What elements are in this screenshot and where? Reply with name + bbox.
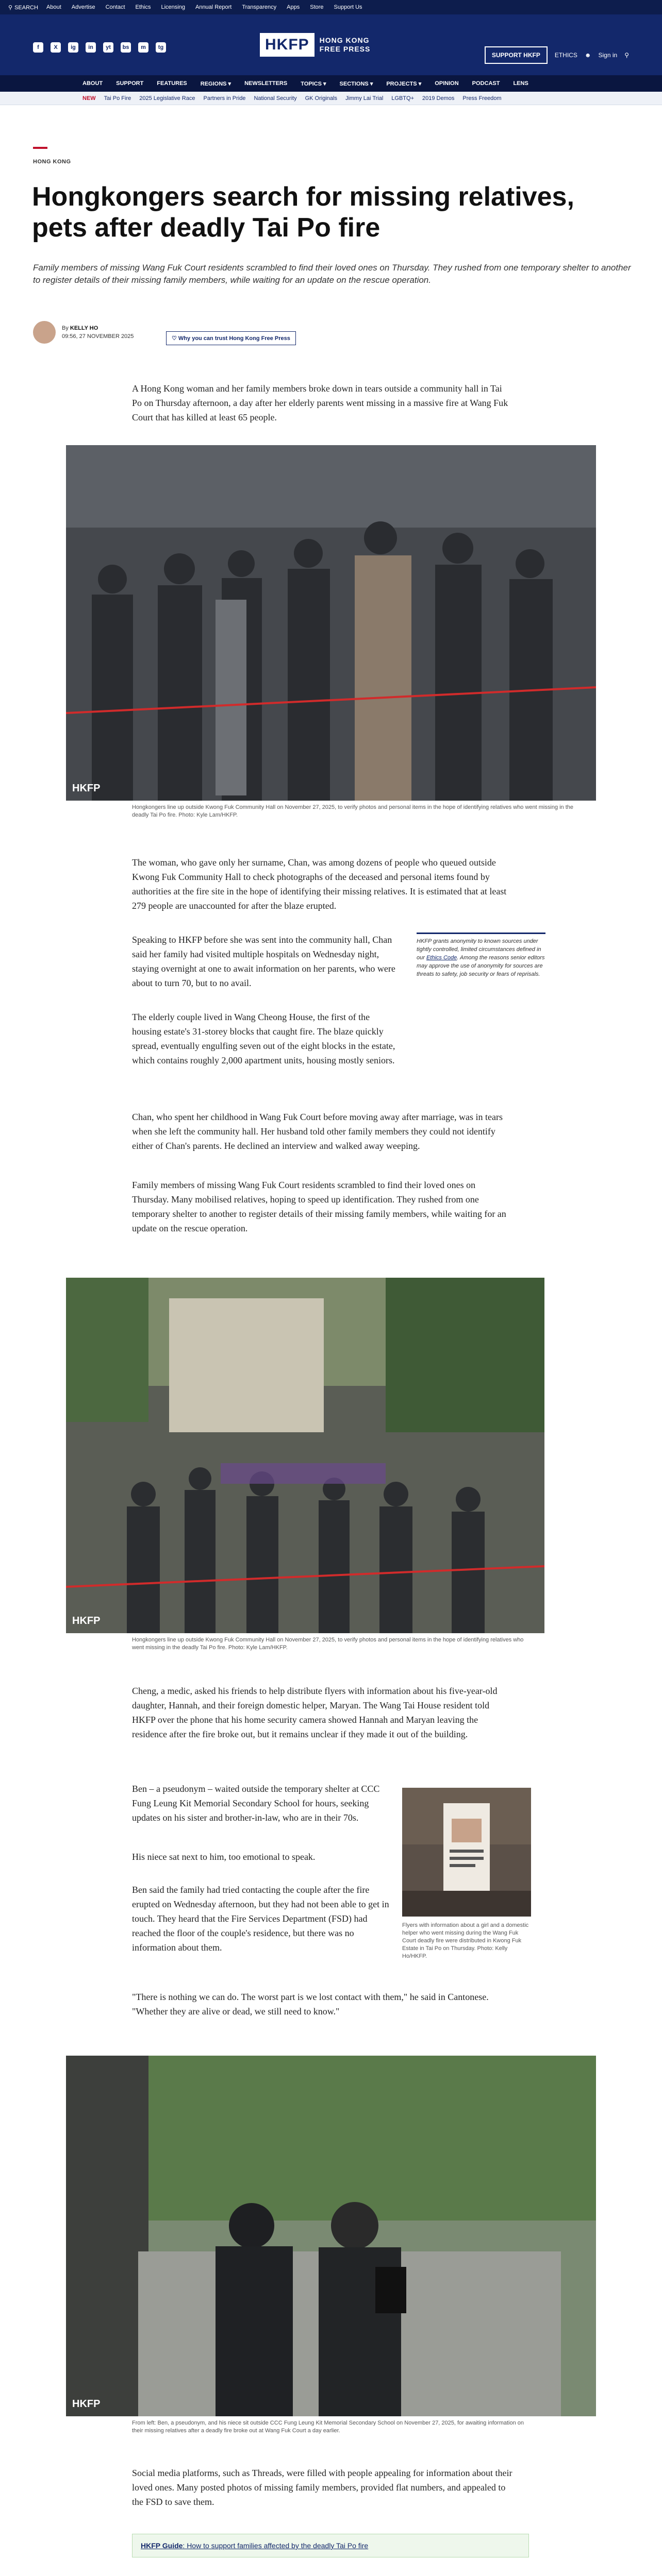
- utility-link-3[interactable]: Ethics: [135, 4, 151, 10]
- utility-link-8[interactable]: Store: [310, 4, 324, 10]
- search-icon: ⚲: [8, 5, 13, 11]
- support-hkfp-button[interactable]: SUPPORT HKFP: [485, 46, 548, 64]
- nav-item-6[interactable]: SECTIONS ▾: [339, 81, 373, 87]
- utility-link-4[interactable]: Licensing: [161, 4, 185, 10]
- note-rest: . Among the reasons senior editors may approve the use of anonymity for sources are threats to safety, job security or fears of reprisals.: [417, 955, 545, 977]
- article-standfirst: Family members of missing Wang Fuk Court residents scrambled to find their loved ones on Thursday. They rushed from one temporary shelter to another to register details of their missing family members, while waiting for an update on the rescue operation.: [33, 263, 631, 285]
- photo-ben-and-niece: [66, 2056, 596, 2416]
- author-avatar: [33, 321, 56, 344]
- article-headline: Hongkongers search for missing relatives, pets after deadly Tai Po fire: [32, 182, 574, 243]
- social-icon-1[interactable]: X: [51, 42, 61, 53]
- publish-date: 09:56, 27 NOVEMBER 2025: [62, 333, 134, 340]
- paragraph: A Hong Kong woman and her family members broke down in tears outside a community hall in Tai Po on Thursday afternoon, a day after her elderly parents went missing in a massive fire at Wang Fuk Court that has killed at least 65 people.: [132, 383, 508, 422]
- byline-by: By: [62, 325, 69, 331]
- photo-queue-image: [66, 445, 596, 801]
- photo-credit-logo: HKFP: [72, 783, 101, 794]
- search-label: SEARCH: [14, 4, 38, 11]
- ethics-code-link[interactable]: Ethics Code: [426, 955, 457, 961]
- search-button[interactable]: [8, 4, 38, 11]
- paragraph: Family members of missing Wang Fuk Court residents scrambled to find their loved ones on Thursday. Many mobilised relatives, hoping to speed up identification. They rushed from one temporary shelter to another to register details of their missing family members, while waiting for an update on the rescue operation.: [132, 1180, 506, 1233]
- author-name[interactable]: KELLY HO: [70, 325, 98, 331]
- header-actions: [485, 46, 629, 64]
- utility-link-9[interactable]: Support Us: [334, 4, 362, 10]
- photo-flyers-image: [402, 1788, 531, 1917]
- utility-bar: [0, 0, 662, 14]
- logo-line-1: HONG KONG: [319, 36, 370, 44]
- photo-credit-logo: HKFP: [72, 2398, 101, 2410]
- ethics-link[interactable]: ETHICS: [554, 52, 577, 59]
- paragraph: Chan, who spent her childhood in Wang Fuk Court before moving away after marriage, was in tears when she left the community hall. Her husband told other family members they could not identify either of Chan's parents. He declined an interview and walked away weeping.: [132, 1112, 503, 1151]
- photo-queue-wide: [66, 1278, 544, 1633]
- photo-caption: Flyers with information about a girl and a domestic helper who went missing during the Wang Fuk Court deadly fire were distributed in Kwong Fuk Estate in Tai Po on Thursday. Photo: Kelly Ho/HKFP.: [402, 1922, 529, 1959]
- site-header: [0, 14, 662, 75]
- nav-item-4[interactable]: NEWSLETTERS: [244, 80, 288, 87]
- paragraph: "There is nothing we can do. The worst part is we lost contact with them," he said in Cantonese. "Whether they are alive or dead, we still need to know.": [132, 1992, 489, 2016]
- utility-link-0[interactable]: About: [46, 4, 61, 10]
- trending-navigation: [0, 92, 662, 105]
- signin-link[interactable]: Sign in: [598, 52, 618, 59]
- trending-item-2[interactable]: 2025 Legislative Race: [139, 95, 195, 101]
- byline: [33, 319, 134, 345]
- trending-item-6[interactable]: Jimmy Lai Trial: [345, 95, 384, 101]
- paragraph: The woman, who gave only her surname, Chan, was among dozens of people who queued outside Kwong Fuk Community Hall to check photographs of the deceased and personal items found by authorities at the fire site in the hope of identifying their missing relatives. It is estimated that at least 279 people are unaccounted for after the blaze erupted.: [132, 857, 507, 911]
- utility-link-6[interactable]: Transparency: [242, 4, 277, 10]
- paragraph: Cheng, a medic, asked his friends to help distribute flyers with information about his five-year-old daughter, Hannah, and their foreign domestic helper, Maryan. The Wang Tai House resident told HKFP over the phone that his home security camera showed Hannah and Maryan leaving the residence after the fire broke out, but it remains unclear if they made it out of the building.: [132, 1686, 498, 1739]
- social-icon-4[interactable]: yt: [103, 42, 113, 53]
- nav-item-9[interactable]: PODCAST: [472, 80, 500, 87]
- site-logo[interactable]: [260, 33, 370, 57]
- social-icon-3[interactable]: in: [86, 42, 96, 53]
- byline-text: [62, 324, 134, 341]
- photo-queue-wide-image: [66, 1278, 544, 1633]
- nav-item-3[interactable]: REGIONS ▾: [200, 81, 231, 87]
- guide-label: HKFP Guide: [141, 2541, 183, 2550]
- hkfp-guide-banner[interactable]: [132, 2534, 529, 2557]
- paragraph: The elderly couple lived in Wang Cheong House, the first of the housing estate's 31-storey blocks that caught fire. The blaze quickly spread, eventually engulfing seven out of the eight blocks in the estate, which contains roughly 2,000 apartment units, housing mostly seniors.: [132, 1012, 395, 1065]
- paragraph: His niece sat next to him, too emotional to speak.: [132, 1852, 316, 1862]
- header-search-icon[interactable]: ⚲: [624, 52, 629, 59]
- account-icon[interactable]: ☻: [584, 52, 591, 59]
- guide-link[interactable]: : How to support families affected by the deadly Tai Po fire: [183, 2541, 369, 2550]
- photo-queue-community-hall: [66, 445, 596, 801]
- nav-item-10[interactable]: LENS: [513, 80, 528, 87]
- photo-ben-image: [66, 2056, 596, 2416]
- utility-link-2[interactable]: Contact: [105, 4, 125, 10]
- utility-link-5[interactable]: Annual Report: [195, 4, 232, 10]
- nav-item-1[interactable]: SUPPORT: [116, 80, 144, 87]
- photo-credit-logo: HKFP: [72, 1615, 101, 1626]
- trending-item-7[interactable]: LGBTQ+: [391, 95, 415, 101]
- trending-item-4[interactable]: National Security: [254, 95, 297, 101]
- social-icon-6[interactable]: m: [138, 42, 148, 53]
- note-lead: HKFP grants anonymity to known sources under tightly controlled, limited circumstances defined in our: [417, 938, 541, 961]
- trending-item-9[interactable]: Press Freedom: [462, 95, 502, 101]
- nav-item-5[interactable]: TOPICS ▾: [301, 81, 326, 87]
- social-icon-2[interactable]: ig: [68, 42, 78, 53]
- main-navigation: [0, 75, 662, 92]
- photo-caption: From left: Ben, a pseudonym, and his niece sit outside CCC Fung Leung Kit Memorial Secondary School on November 27, 2025, for awaiting information on their missing relatives after a deadly fire broke out at Wang Fuk Court a day earlier.: [132, 2420, 524, 2434]
- anonymity-note: [417, 933, 545, 978]
- nav-item-8[interactable]: OPINION: [435, 80, 459, 87]
- category-rule: [33, 147, 47, 149]
- logo-text: [320, 36, 371, 54]
- nav-item-2[interactable]: FEATURES: [157, 80, 187, 87]
- trending-item-5[interactable]: GK Originals: [305, 95, 337, 101]
- photo-caption: Hongkongers line up outside Kwong Fuk Community Hall on November 27, 2025, to verify photos and personal items in the hope of identifying relatives who went missing in the deadly Tai Po fire. Photo: Kyle Lam/HKFP.: [132, 1637, 524, 1651]
- trending-item-1[interactable]: Tai Po Fire: [104, 95, 131, 101]
- social-icon-0[interactable]: f: [33, 42, 43, 53]
- utility-link-7[interactable]: Apps: [287, 4, 300, 10]
- photo-missing-flyers: [402, 1788, 531, 1917]
- trending-item-0[interactable]: NEW: [82, 95, 96, 101]
- logo-line-2: FREE PRESS: [319, 45, 371, 53]
- social-icon-5[interactable]: bs: [121, 42, 131, 53]
- photo-caption: Hongkongers line up outside Kwong Fuk Community Hall on November 27, 2025, to verify photos and personal items in the hope of identifying relatives who went missing in the deadly Tai Po fire. Photo: Kyle Lam/HKFP.: [132, 804, 574, 818]
- paragraph: Speaking to HKFP before she was sent into the community hall, Chan said her family had visited multiple hospitals on Wednesday night, staying overnight at one to await information on her parents, who were about to turn 70, but to no avail.: [132, 935, 395, 988]
- paragraph: Social media platforms, such as Threads, were filled with people appealing for information about their loved ones. Many posted photos of missing family members, provided flat numbers, and appealed to the FSD to save them.: [132, 2468, 512, 2507]
- nav-item-0[interactable]: ABOUT: [82, 80, 103, 87]
- nav-item-7[interactable]: PROJECTS ▾: [386, 81, 422, 87]
- trust-hkfp-button[interactable]: ♡ Why you can trust Hong Kong Free Press: [166, 331, 296, 345]
- trending-item-3[interactable]: Partners in Pride: [203, 95, 246, 101]
- social-links: [33, 42, 166, 53]
- social-icon-7[interactable]: tg: [156, 42, 166, 53]
- trending-item-8[interactable]: 2019 Demos: [422, 95, 455, 101]
- paragraph: Ben – a pseudonym – waited outside the temporary shelter at CCC Fung Leung Kit Memorial Secondary School for hours, seeking updates on his sister and brother-in-law, who are in their 70s.: [132, 1784, 380, 1823]
- logo-mark: HKFP: [260, 33, 315, 57]
- paragraph: Ben said the family had tried contacting the couple after the fire erupted on Wednesday afternoon, but they had not been able to get in touch. They heard that the Fire Services Department (FSD) had reached the floor of the couple's residence, but there was no information about them.: [132, 1885, 389, 1953]
- utility-links: [46, 4, 362, 10]
- article-category[interactable]: HONG KONG: [33, 159, 71, 165]
- utility-link-1[interactable]: Advertise: [71, 4, 95, 10]
